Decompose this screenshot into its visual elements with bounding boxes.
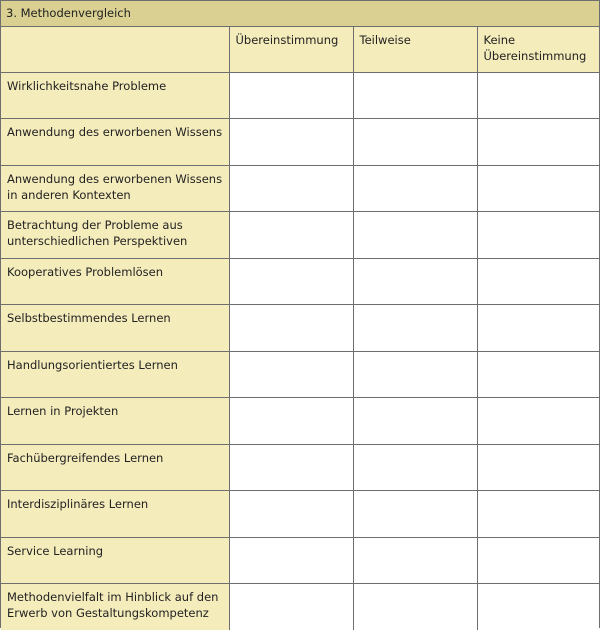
rating-cell-keine-uebereinstimmung[interactable] [477,537,599,584]
rating-cell-keine-uebereinstimmung[interactable] [477,72,599,119]
rating-cell-uebereinstimmung[interactable] [229,398,353,445]
rating-cell-teilweise[interactable] [353,72,477,119]
rating-cell-teilweise[interactable] [353,305,477,352]
criterion-label: Wirklichkeitsnahe Probleme [1,72,229,119]
criterion-label: Handlungsorientiertes Lernen [1,351,229,398]
rating-cell-teilweise[interactable] [353,491,477,538]
rating-cell-teilweise[interactable] [353,351,477,398]
rating-cell-teilweise[interactable] [353,119,477,166]
header-uebereinstimmung: Übereinstimmung [229,27,353,72]
criterion-label: Selbstbestimmendes Lernen [1,305,229,352]
rating-cell-keine-uebereinstimmung[interactable] [477,351,599,398]
rating-cell-keine-uebereinstimmung[interactable] [477,398,599,445]
rating-cell-keine-uebereinstimmung[interactable] [477,212,599,259]
rating-cell-uebereinstimmung[interactable] [229,165,353,212]
rating-cell-teilweise[interactable] [353,258,477,305]
criterion-label: Betrachtung der Probleme aus unterschiedlichen Perspektiven [1,212,229,259]
table-row [1,72,599,119]
rating-cell-keine-uebereinstimmung[interactable] [477,165,599,212]
rating-cell-uebereinstimmung[interactable] [229,119,353,166]
table-row [1,444,599,491]
rating-cell-teilweise[interactable] [353,444,477,491]
criterion-label: Service Learning [1,537,229,584]
header-corner-cell [1,27,229,72]
rating-cell-uebereinstimmung[interactable] [229,444,353,491]
criterion-label: Kooperatives Problemlösen [1,258,229,305]
rating-cell-uebereinstimmung[interactable] [229,491,353,538]
rating-cell-uebereinstimmung[interactable] [229,305,353,352]
table-row [1,258,599,305]
criterion-label: Fachübergreifendes Lernen [1,444,229,491]
rating-cell-uebereinstimmung[interactable] [229,72,353,119]
criterion-label: Lernen in Projekten [1,398,229,445]
comparison-table [1,27,599,630]
rating-cell-teilweise[interactable] [353,165,477,212]
section-title: 3. Methodenvergleich [1,1,599,27]
rating-cell-keine-uebereinstimmung[interactable] [477,258,599,305]
header-teilweise: Teilweise [353,27,477,72]
header-row [1,27,599,72]
rating-cell-teilweise[interactable] [353,584,477,630]
table-row [1,398,599,445]
criterion-label: Methodenvielfalt im Hinblick auf den Erwerb von Gestaltungskompetenz [1,584,229,630]
criterion-label: Interdisziplinäres Lernen [1,491,229,538]
rating-cell-teilweise[interactable] [353,537,477,584]
rating-cell-uebereinstimmung[interactable] [229,584,353,630]
rating-cell-teilweise[interactable] [353,212,477,259]
header-keine-uebereinstimmung: Keine Übereinstimmung [477,27,599,72]
criterion-label: Anwendung des erworbenen Wissens in anderen Kontexten [1,165,229,212]
rating-cell-keine-uebereinstimmung[interactable] [477,119,599,166]
table-row [1,165,599,212]
rating-cell-keine-uebereinstimmung[interactable] [477,305,599,352]
criterion-label: Anwendung des erworbenen Wissens [1,119,229,166]
table-row [1,212,599,259]
rating-cell-keine-uebereinstimmung[interactable] [477,584,599,630]
rating-cell-uebereinstimmung[interactable] [229,537,353,584]
rating-cell-uebereinstimmung[interactable] [229,351,353,398]
table-row [1,351,599,398]
rating-cell-keine-uebereinstimmung[interactable] [477,491,599,538]
rating-cell-uebereinstimmung[interactable] [229,212,353,259]
rating-cell-uebereinstimmung[interactable] [229,258,353,305]
table-row [1,119,599,166]
table-row [1,537,599,584]
table-row [1,491,599,538]
rating-cell-keine-uebereinstimmung[interactable] [477,444,599,491]
rating-cell-teilweise[interactable] [353,398,477,445]
table-row [1,584,599,630]
table-row [1,305,599,352]
